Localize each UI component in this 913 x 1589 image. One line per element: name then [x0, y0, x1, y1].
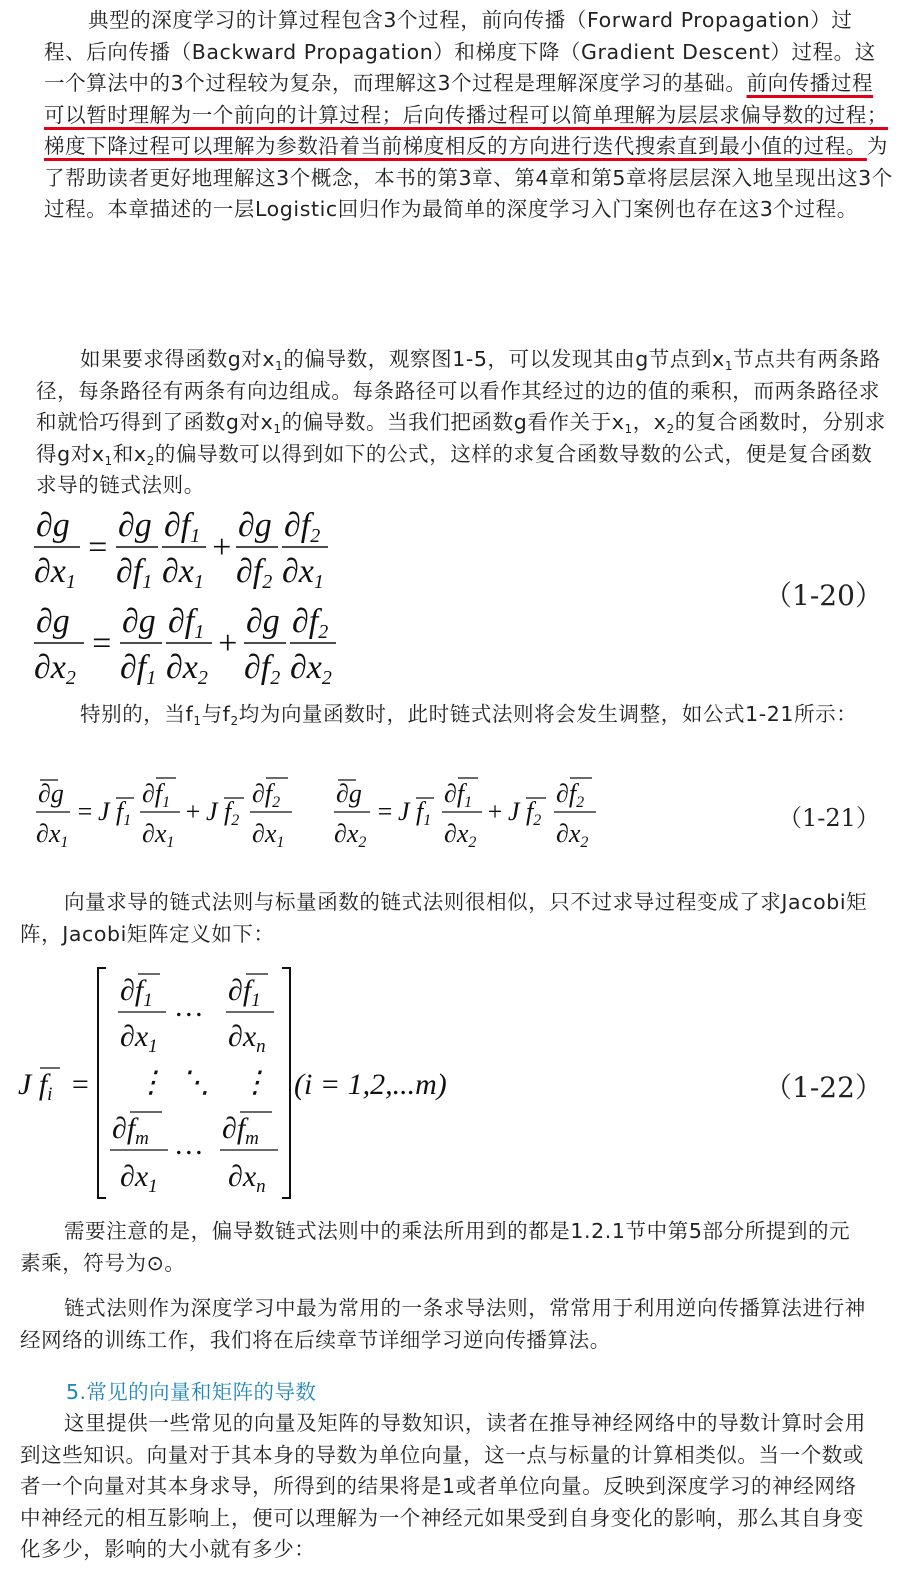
equation-number: （1-21）: [778, 804, 880, 832]
svg-text:J f2: J f2: [508, 797, 542, 829]
paragraph-intro: 典型的深度学习的计算过程包含3个过程，前向传播（Forward Propagation）过程、后向传播（Backward Propagation）和梯度下降（Gradient Descent）过程。这一个算法中的3个过程较为复杂，而理解这3个过程是理解深度学习的基础。前向传播过程可以暂时理解为一个前向的计算过程；后向传播过程可以简单理解为层层求偏导数的过程；梯度下降过程可以理解为参数沿着当前梯度相反的方向进行迭代搜索直到最小值的过程。为了帮助读者更好地理解这3个概念，本书的第3章、第4章和第5章将层层深入地呈现出这3个过程。本章描述的一层Logistic回归作为最简单的深度学习入门案例也存在这3个过程。: [44, 8, 893, 221]
svg-text:⋮: ⋮: [240, 1066, 270, 1099]
svg-text:∂xn: $\partial x_n$: [228, 1020, 266, 1057]
svg-text:∂fm: $\partial f_m$: [222, 1112, 259, 1149]
svg-text:∂f1: ∂f1: [116, 553, 153, 593]
svg-text:∂x1: $\partial x_1$: [120, 1160, 158, 1197]
svg-text:+: +: [486, 797, 504, 826]
equation-number: （1-20）: [764, 579, 883, 612]
svg-text:∂x2: ∂x2: [444, 819, 477, 851]
paragraph-chain-rule: 如果要求得函数g对$x_1$的偏导数，观察图1-5，可以发现其由g节点到$x_1$节点共有两条路径，每条路径有两条有向边组成。每条路径可以看作其经过的边的值的乘积，而两条路径求和就恰巧得到了函数g对$x_1$的偏导数。当我们把函数g看作关于$x_1$，$x_2$的复合函数时，分别求得g对$x_1$和$x_2$的偏导数可以得到如下的公式，这样的求复合函数导数的公式，便是复合函数求导的链式法则。: [36, 347, 886, 497]
paragraph-element-product: 需要注意的是，偏导数链式法则中的乘法所用到的都是1.2.1节中第5部分所提到的元素乘，符号为⊙。: [20, 1219, 851, 1275]
svg-text:=: =: [76, 797, 94, 826]
equation-1-20: [0, 500, 913, 690]
svg-text:…: …: [176, 1128, 203, 1161]
svg-text:=: =: [90, 625, 113, 662]
paragraph-backprop: 链式法则作为深度学习中最为常用的一条求导法则，常常用于利用逆向传播算法进行神经网络的训练工作，我们将在后续章节详细学习逆向传播算法。: [20, 1296, 866, 1352]
equation-1-22: [0, 960, 913, 1210]
svg-text:∂g: ∂g: [238, 507, 272, 544]
svg-text:∂f2: ∂f2: [252, 779, 281, 811]
svg-text:∂f2: ∂f2: [292, 603, 329, 643]
svg-text:+: +: [216, 625, 239, 662]
equation-condition: (i = 1,2,...m): [294, 1068, 447, 1101]
equation-1-21: [0, 772, 913, 856]
svg-text:=: =: [376, 797, 394, 826]
svg-text:∂x1: $\partial x_1$: [120, 1020, 158, 1057]
svg-text:∂f1: ∂f1: [142, 779, 171, 811]
equation-1-21-formula: [0, 772, 913, 856]
svg-text:∂x1: ∂x1: [34, 553, 76, 593]
svg-text:∂fm: $\partial f_m$: [112, 1112, 149, 1149]
svg-text:∂x1: ∂x1: [142, 819, 175, 851]
svg-text:J f2: J f2: [206, 797, 240, 829]
svg-text:∂f1: ∂f1: [444, 779, 473, 811]
svg-text:∂f1: ∂f1: [168, 603, 205, 643]
svg-text:⋮: ⋮: [136, 1066, 166, 1099]
svg-text:∂f2: ∂f2: [284, 507, 321, 547]
svg-text:∂x1: ∂x1: [282, 553, 324, 593]
svg-text:J fi: J $f_i$: [18, 1068, 53, 1105]
svg-text:=: =: [86, 529, 109, 566]
svg-text:∂g: ∂g: [38, 779, 64, 808]
svg-text:∂x2: ∂x2: [34, 649, 76, 689]
svg-text:∂x2: ∂x2: [556, 819, 589, 851]
svg-text:∂f2: ∂f2: [236, 553, 273, 593]
svg-text:∂x1: ∂x1: [252, 819, 285, 851]
svg-text:J f1: J f1: [398, 797, 432, 829]
svg-text:∂g: ∂g: [118, 507, 152, 544]
svg-text:∂g: ∂g: [336, 779, 362, 808]
svg-text:J f1: J f1: [98, 797, 132, 829]
svg-text:+: +: [210, 529, 233, 566]
svg-text:∂x2: ∂x2: [290, 649, 332, 689]
paragraph-vector-derivatives: 这里提供一些常见的向量及矩阵的导数知识，读者在推导神经网络中的导数计算时会用到这些知识。向量对于其本身的导数为单位向量，这一点与标量的计算相类似。当一个数或者一个向量对其本身求导，所得到的结果将是1或者单位向量。反映到深度学习的神经网络中神经元的相互影响上，便可以理解为一个神经元如果受到自身变化的影响，那么其自身变化多少，影响的大小就有多少：: [20, 1411, 866, 1561]
svg-text:…: …: [176, 990, 203, 1023]
svg-text:∂f2: ∂f2: [244, 649, 281, 689]
svg-text:∂f1: ∂f1: [164, 507, 201, 547]
svg-text:∂x2: ∂x2: [334, 819, 367, 851]
svg-text:∂x1: ∂x1: [36, 819, 69, 851]
svg-text:∂xn: $\partial x_n$: [228, 1160, 266, 1197]
paragraph-vector-functions: 特别的，当$f_1$与$f_2$均为向量函数时，此时链式法则将会发生调整，如公式1-21所示：: [80, 702, 858, 728]
highlighted-sentence: 前向传播过程可以暂时理解为一个前向的计算过程；后向传播过程可以简单理解为层层求偏导数的过程；梯度下降过程可以理解为参数沿着当前梯度相反的方向进行迭代搜索直到最小值的过程。: [44, 71, 888, 158]
svg-text:∂x2: ∂x2: [166, 649, 208, 689]
svg-text:∂f1: $\partial f_1$: [120, 974, 153, 1011]
svg-text:∂g: ∂g: [246, 603, 280, 640]
svg-text:∂g: ∂g: [122, 603, 156, 640]
svg-text:∂f2: ∂f2: [556, 779, 585, 811]
svg-text:+: +: [184, 797, 202, 826]
svg-text:∂g: ∂g: [36, 603, 70, 640]
svg-text:∂f1: ∂f1: [120, 649, 157, 689]
svg-text:=: =: [70, 1068, 91, 1101]
svg-text:∂x1: ∂x1: [162, 553, 204, 593]
paragraph-jacobi: 向量求导的链式法则与标量函数的链式法则很相似，只不过求导过程变成了求Jacobi矩阵，Jacobi矩阵定义如下：: [20, 890, 868, 946]
equation-number: （1-22）: [764, 1071, 883, 1104]
section-heading: 5.常见的向量和矩阵的导数: [66, 1380, 317, 1404]
svg-text:∂f1: $\partial f_1$: [228, 974, 261, 1011]
svg-text:∂g: ∂g: [36, 507, 70, 544]
svg-text:⋱: ⋱: [180, 1066, 210, 1099]
